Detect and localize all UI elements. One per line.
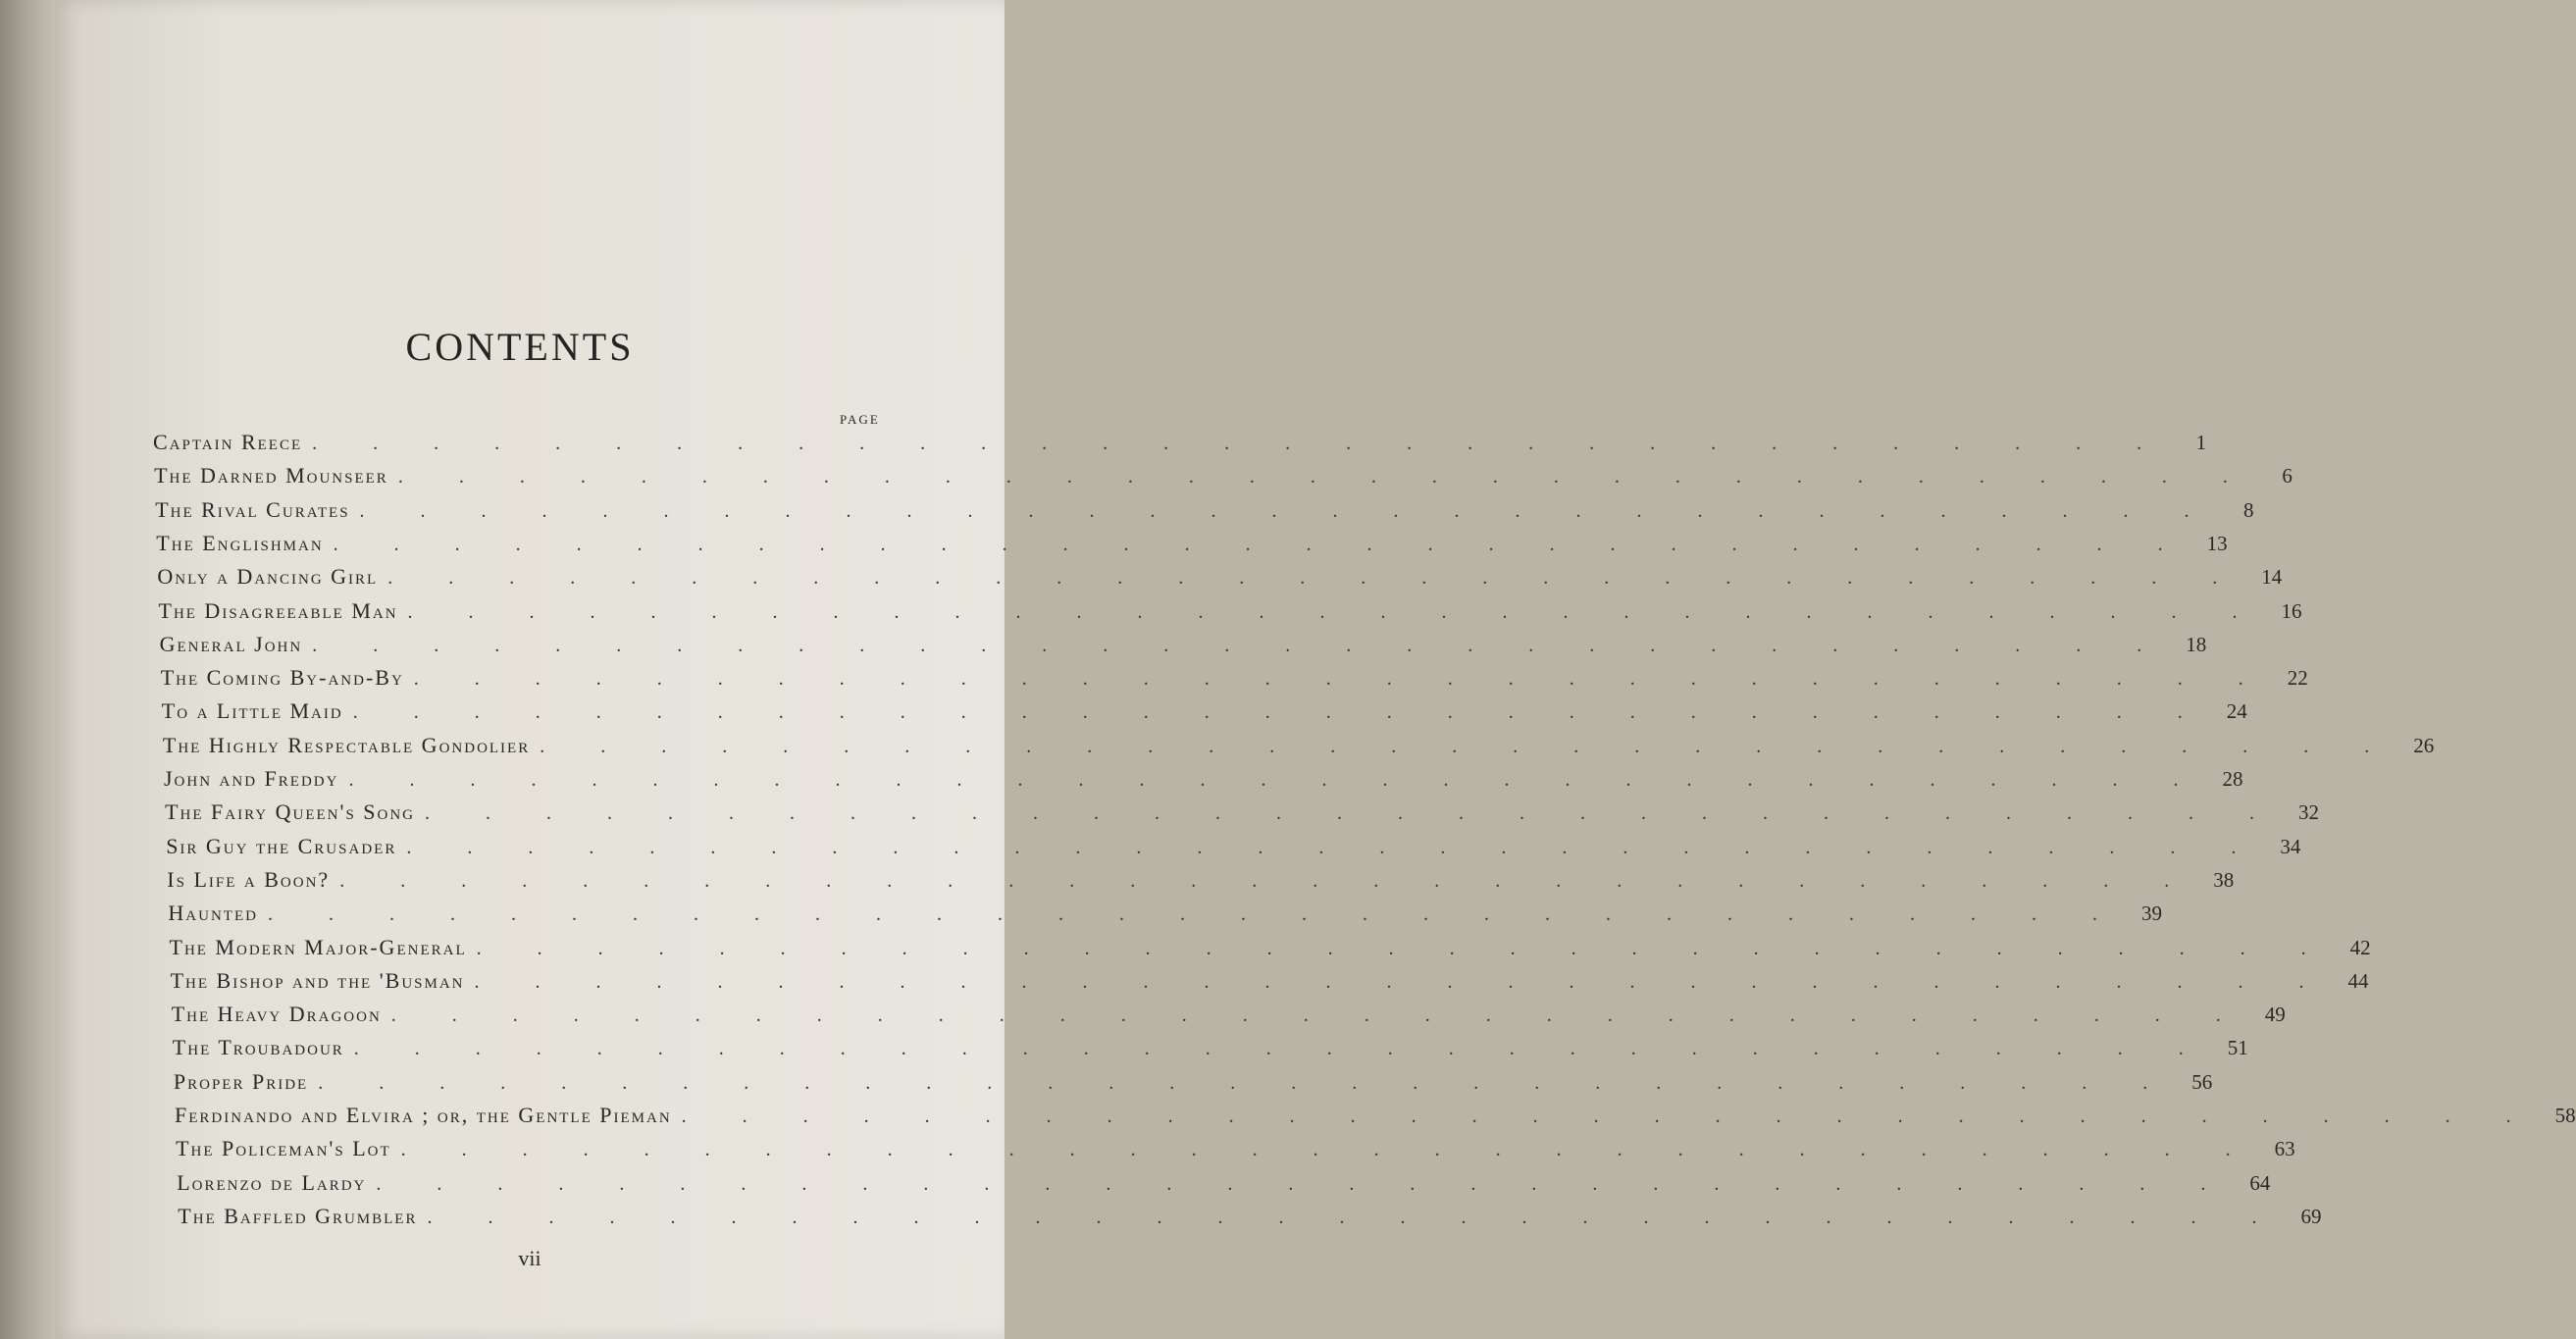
- toc-entry-page: 8: [2243, 497, 2254, 522]
- toc-entry: [165, 799, 2320, 829]
- toc-entry: [172, 1035, 2248, 1064]
- toc-entry-title: The Fairy Queen's Song: [165, 799, 416, 825]
- dot-leader: . . . . . . . . . . . . . . . . . . . . . . . . . . . . . . .: [333, 533, 2189, 555]
- toc-entry: [177, 1169, 2271, 1200]
- toc-entry: [160, 665, 2308, 695]
- dot-leader: . . . . . . . . . . . . . . . . . . . . . . . . . . . . . . .: [407, 600, 2263, 623]
- dot-leader: . . . . . . . . . . . . . . . . . . . . . . . . . . . . . . .: [353, 1038, 2209, 1060]
- dot-leader: . . . . . . . . . . . . . . . . . . . . . . . . . . . . . . .: [339, 869, 2195, 892]
- toc-entry-page: 1: [2195, 431, 2207, 454]
- toc-entry-page: 24: [2226, 699, 2247, 724]
- toc-entry-title: The Modern Major-General: [169, 934, 467, 959]
- contents-list: [55, 0, 2576, 1339]
- dot-leader: . . . . . . . . . . . . . . . . . . . . . . . . . . . . . . .: [312, 433, 2168, 454]
- dot-leader: . . . . . . . . . . . . . . . . . . . . . . . . . . . . . . .: [540, 735, 2396, 757]
- toc-entry: [157, 564, 2283, 593]
- toc-entry: [161, 698, 2247, 728]
- toc-entry-page: 6: [2282, 464, 2293, 489]
- toc-entry-title: Haunted: [168, 901, 258, 926]
- toc-entry: [156, 530, 2228, 560]
- toc-entry-page: 69: [2300, 1204, 2322, 1228]
- toc-entry-page: 56: [2191, 1069, 2213, 1094]
- dot-leader: . . . . . . . . . . . . . . . . . . . . . . . . . . . . . . .: [348, 769, 2204, 791]
- toc-entry-page: 49: [2264, 1003, 2286, 1027]
- toc-entry: [159, 631, 2207, 661]
- toc-entry-title: Proper Pride: [173, 1068, 309, 1094]
- toc-entry-page: 38: [2213, 867, 2235, 892]
- toc-entry-page: 18: [2186, 632, 2207, 656]
- dot-leader: . . . . . . . . . . . . . . . . . . . . . . . . . . . . . . .: [413, 668, 2269, 691]
- toc-entry: [175, 1103, 2576, 1132]
- toc-entry: [171, 1002, 2286, 1031]
- toc-entry-title: To a Little Maid: [161, 698, 343, 724]
- toc-entry-page: 64: [2249, 1170, 2271, 1195]
- dot-leader: . . . . . . . . . . . . . . . . . . . . . . . . . . . . . . .: [474, 970, 2330, 993]
- toc-entry-page: 39: [2140, 901, 2162, 926]
- page-column-heading: PAGE: [840, 412, 880, 427]
- toc-entry-title: John and Freddy: [164, 766, 339, 791]
- toc-entry-page: 22: [2287, 666, 2308, 691]
- dot-leader: . . . . . . . . . . . . . . . . . . . . . . . . . . . . . . .: [427, 1206, 2283, 1228]
- toc-entry-page: 44: [2347, 968, 2369, 993]
- dot-leader: . . . . . . . . . . . . . . . . . . . . . . . . . . . . . . .: [312, 634, 2168, 656]
- toc-entry-title: Sir Guy the Crusader: [166, 833, 397, 858]
- toc-entry-title: Captain Reece: [153, 430, 303, 454]
- book-page: [55, 0, 2576, 1339]
- toc-entry-title: General John: [159, 631, 303, 656]
- toc-entry-title: The Englishman: [156, 530, 324, 555]
- dot-leader: . . . . . . . . . . . . . . . . . . . . . . . . . . . . . . .: [359, 499, 2215, 522]
- toc-entry: [166, 833, 2301, 863]
- toc-entry-page: 13: [2206, 531, 2228, 555]
- toc-entry: [176, 1136, 2295, 1165]
- toc-entry: [158, 597, 2302, 628]
- toc-entry: [155, 496, 2254, 527]
- contents-title: CONTENTS: [405, 325, 635, 369]
- toc-entry-title: Ferdinando and Elvira ; or, the Gentle Pieman: [175, 1103, 672, 1127]
- dot-leader: . . . . . . . . . . . . . . . . . . . . . . . . . . . . . . .: [318, 1071, 2174, 1094]
- page-content: [55, 0, 2576, 1339]
- toc-entry-page: 28: [2222, 767, 2243, 791]
- dot-leader: . . . . . . . . . . . . . . . . . . . . . . . . . . . . . . .: [406, 836, 2262, 858]
- toc-entry-page: 32: [2298, 800, 2320, 825]
- toc-entry-title: The Rival Curates: [155, 496, 350, 522]
- book-gutter: [0, 0, 59, 1339]
- toc-entry-title: The Bishop and the 'Busman: [170, 967, 465, 993]
- dot-leader: . . . . . . . . . . . . . . . . . . . . . . . . . . . . . . .: [397, 466, 2253, 489]
- dot-leader: . . . . . . . . . . . . . . . . . . . . . . . . . . . . . . .: [376, 1172, 2232, 1195]
- toc-entry-title: Only a Dancing Girl: [157, 564, 379, 590]
- dot-leader: . . . . . . . . . . . . . . . . . . . . . . . . . . . . . . .: [387, 567, 2243, 590]
- toc-entry-title: The Disagreeable Man: [158, 597, 398, 623]
- dot-leader: . . . . . . . . . . . . . . . . . . . . . . . . . . . . . . .: [681, 1106, 2537, 1127]
- toc-entry-title: Is Life a Boon?: [167, 866, 331, 892]
- toc-entry: [170, 967, 2369, 998]
- page-number: vii: [518, 1246, 541, 1270]
- toc-entry-page: 14: [2261, 565, 2283, 590]
- toc-entry-title: Lorenzo de Lardy: [177, 1169, 367, 1195]
- toc-entry-title: The Policeman's Lot: [176, 1136, 391, 1161]
- toc-entry: [164, 766, 2243, 796]
- toc-entry: [173, 1068, 2213, 1099]
- toc-entry: [154, 463, 2293, 492]
- toc-entry-page: 42: [2349, 935, 2371, 959]
- dot-leader: . . . . . . . . . . . . . . . . . . . . . . . . . . . . . . .: [476, 937, 2332, 959]
- dot-leader: . . . . . . . . . . . . . . . . . . . . . . . . . . . . . . .: [267, 903, 2123, 926]
- toc-entry-title: The Troubadour: [172, 1035, 344, 1060]
- dot-leader: . . . . . . . . . . . . . . . . . . . . . . . . . . . . . . .: [400, 1139, 2256, 1161]
- toc-entry-title: The Heavy Dragoon: [171, 1002, 382, 1027]
- toc-entry: [153, 430, 2207, 459]
- toc-entry: [178, 1203, 2322, 1233]
- dot-leader: . . . . . . . . . . . . . . . . . . . . . . . . . . . . . . .: [390, 1004, 2246, 1027]
- toc-entry-title: The Highly Respectable Gondolier: [162, 732, 531, 757]
- toc-entry-page: 16: [2281, 598, 2302, 623]
- toc-entry-page: 51: [2227, 1036, 2248, 1060]
- toc-entry-page: 63: [2274, 1137, 2295, 1161]
- toc-entry-title: The Coming By-and-By: [160, 665, 404, 691]
- toc-entry-page: 34: [2280, 834, 2301, 858]
- toc-entry: [162, 732, 2435, 762]
- dot-leader: . . . . . . . . . . . . . . . . . . . . . . . . . . . . . . .: [425, 802, 2281, 825]
- toc-entry-page: 58: [2554, 1104, 2576, 1127]
- toc-entry: [169, 934, 2371, 964]
- toc-entry-title: The Baffled Grumbler: [178, 1203, 418, 1228]
- toc-entry-title: The Darned Mounseer: [154, 463, 388, 489]
- toc-entry: [168, 901, 2162, 930]
- toc-entry: [167, 866, 2235, 897]
- toc-entry-page: 26: [2413, 733, 2435, 757]
- dot-leader: . . . . . . . . . . . . . . . . . . . . . . . . . . . . . . .: [352, 701, 2208, 724]
